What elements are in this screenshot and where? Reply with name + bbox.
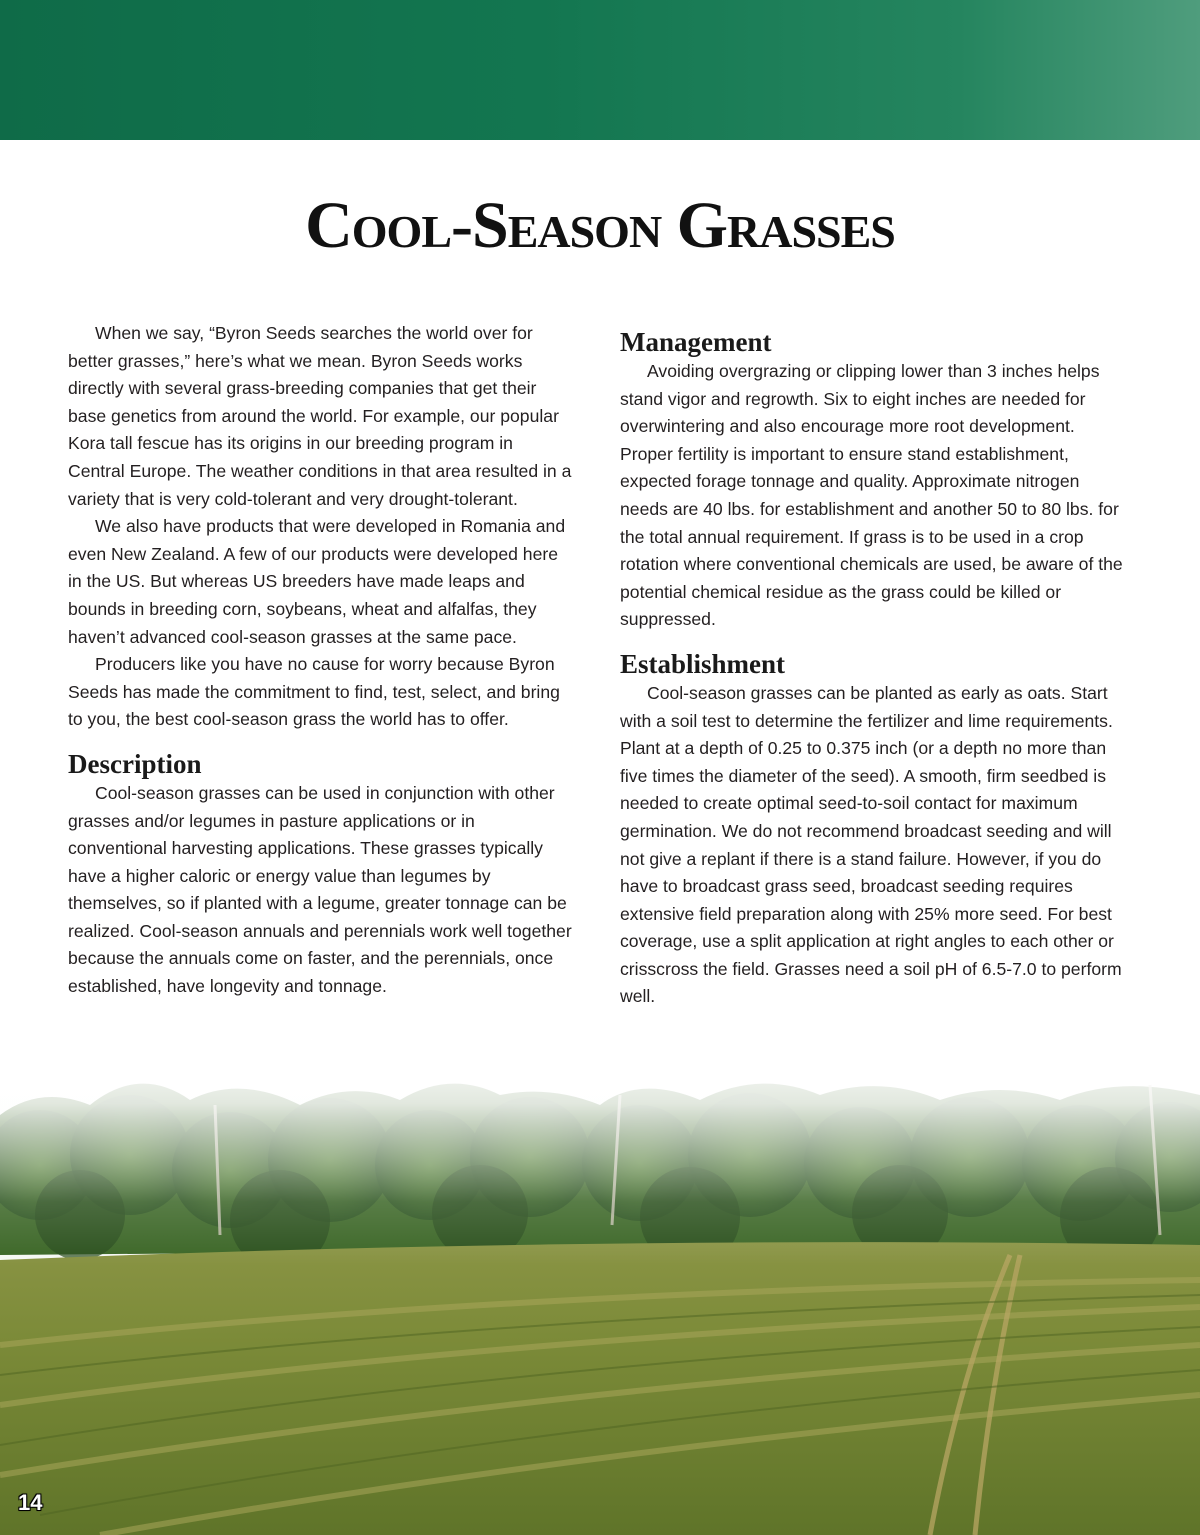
management-heading: Management <box>620 327 772 357</box>
management-paragraph: Avoiding overgrazing or clipping lower than 3 inches helps stand vigor and regrowth. Six to eight inches are needed for overwintering and also encourage more root development. Proper fertility is important to ensure stand establishment, expected forage tonnage and quality. Approximate nitrogen needs are 40 lbs. for establishment and another 50 to 80 lbs. for the total annual requirement. If grass is to be used in a crop rotation where conventional chemicals are used, be aware of the potential chemical residue as the grass could be killed or suppressed. <box>620 361 1123 630</box>
establishment-paragraph: Cool-season grasses can be planted as early as oats. Start with a soil test to determine the fertilizer and lime requirements. Plant at a depth of 0.25 to 0.375 inch (or a depth no more than five times the diameter of the seed). A smooth, firm seedbed is needed to create optimal seed-to-soil contact for maximum germination. We do not recommend broadcast seeding and will not give a replant if there is a stand failure. However, if you do have to broadcast grass seed, broadcast seeding requires extensive field preparation along with 25% more seed. For best coverage, use a split application at right angles to each other or crisscross the field. Grasses need a soil pH of 6.5-7.0 to perform well. <box>620 682 1122 1007</box>
intro-paragraph-2: We also have products that were developed in Romania and even New Zealand. A few of our products were developed here in the US. But whereas US breeders have made leaps and bounds in breeding corn, soybeans, wheat and alfalfas, they haven’t advanced cool-season grasses at the same pace. <box>68 516 566 647</box>
description-paragraph: Cool-season grasses can be used in conjunction with other grasses and/or legumes in pasture applications or in conventional harvesting applications. These grasses typically have a higher caloric or energy value than legumes by themselves, so if planted with a legume, greater tonnage can be realized. Cool-season annuals and perennials work well together because the annuals come on faster, and the perennials, once established, have longevity and tonnage. <box>68 782 572 997</box>
page-title: Cool-Season Grasses <box>305 189 895 262</box>
page-number: 14 <box>18 1490 43 1515</box>
right-column <box>620 326 1132 1011</box>
intro-paragraph-1: When we say, “Byron Seeds searches the world over for better grasses,” here’s what we mean. Byron Seeds works directly with several grass-breeding companies that get their base genetics from around the world. For example, our popular Kora tall fescue has its origins in our breeding program in Central Europe. The weather conditions in that area resulted in a variety that is very cold-tolerant and very drought-tolerant. <box>68 323 572 509</box>
establishment-heading: Establishment <box>620 648 786 679</box>
header-band <box>0 0 1200 140</box>
intro-paragraph-3: Producers like you have no cause for worry because Byron Seeds has made the commitment to find, test, select, and bring to you, the best cool-season grass the world has to offer. <box>68 654 560 730</box>
description-heading: Description <box>68 748 202 779</box>
hayfield-photo <box>0 1045 1200 1535</box>
left-column <box>68 320 574 1001</box>
